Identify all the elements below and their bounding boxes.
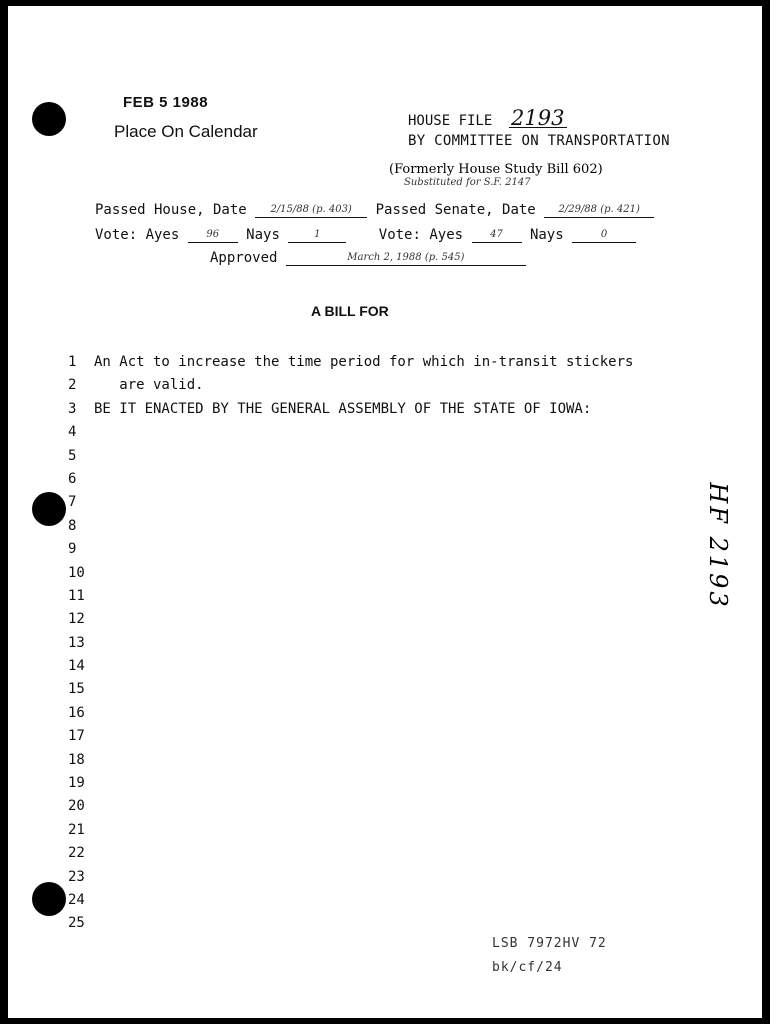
line-number: 7 xyxy=(68,494,77,511)
bill-line xyxy=(68,725,633,748)
house-file-label: HOUSE FILE xyxy=(408,113,493,129)
line-number: 22 xyxy=(68,845,85,862)
line-number: 14 xyxy=(68,658,85,675)
bill-line xyxy=(68,632,633,655)
bill-line xyxy=(68,585,633,608)
line-text: are valid. xyxy=(94,377,204,394)
line-number: 16 xyxy=(68,704,85,721)
line-number: 11 xyxy=(68,587,85,604)
house-ayes: 96 xyxy=(188,228,238,243)
bill-line xyxy=(68,749,633,772)
senate-ayes: 47 xyxy=(472,228,522,243)
senate-nays: 0 xyxy=(572,228,636,243)
bill-line xyxy=(68,374,633,397)
bill-line xyxy=(68,562,633,585)
line-number: 12 xyxy=(68,611,85,628)
line-number: 25 xyxy=(68,915,85,932)
line-number: 23 xyxy=(68,868,85,885)
line-number: 5 xyxy=(68,447,77,464)
line-number: 20 xyxy=(68,798,85,815)
punch-hole xyxy=(32,882,66,916)
line-number: 13 xyxy=(68,634,85,651)
document-page xyxy=(8,6,762,1018)
approved-row xyxy=(210,250,526,266)
house-vote-label: Vote: Ayes xyxy=(95,227,180,243)
senate-vote-label: Vote: Ayes xyxy=(378,227,464,243)
bill-line xyxy=(68,866,633,889)
line-number: 10 xyxy=(68,564,85,581)
line-number: 1 xyxy=(68,354,77,370)
line-number: 24 xyxy=(68,891,85,908)
house-nays: 1 xyxy=(288,228,346,243)
line-number: 21 xyxy=(68,821,85,838)
substituted-note: Substituted for S.F. 2147 xyxy=(404,177,531,188)
line-number: 6 xyxy=(68,470,77,487)
bill-line xyxy=(68,468,633,491)
punch-hole xyxy=(32,102,66,136)
committee-line: BY COMMITTEE ON TRANSPORTATION xyxy=(408,133,670,149)
house-nays-label: Nays xyxy=(246,227,280,243)
bill-line xyxy=(68,538,633,561)
passed-house-date: 2/15/88 (p. 403) xyxy=(255,203,367,218)
handwritten-file-number: HF 2193 xyxy=(704,482,732,610)
passed-senate-date: 2/29/88 (p. 421) xyxy=(544,203,654,218)
line-number: 8 xyxy=(68,517,77,534)
bill-line xyxy=(68,351,633,374)
bill-line xyxy=(68,702,633,725)
bill-line xyxy=(68,842,633,865)
bill-line xyxy=(68,655,633,678)
formerly-line: (Formerly House Study Bill 602) xyxy=(389,162,603,177)
bill-line xyxy=(68,819,633,842)
passage-dates-row xyxy=(95,202,654,218)
house-file-number: 2193 xyxy=(509,109,567,128)
passage-votes-row xyxy=(95,227,636,243)
lsb-code: LSB 7972HV 72 xyxy=(492,936,607,951)
senate-nays-label: Nays xyxy=(529,227,564,243)
line-number: 2 xyxy=(68,377,77,394)
bill-line xyxy=(68,912,633,935)
bill-line xyxy=(68,772,633,795)
bill-line xyxy=(68,795,633,818)
bill-line xyxy=(68,889,633,912)
bill-line xyxy=(68,678,633,701)
line-number: 3 xyxy=(68,400,77,417)
bill-line xyxy=(68,421,633,444)
line-number: 17 xyxy=(68,728,85,745)
approved-label: Approved xyxy=(210,250,278,266)
line-number: 19 xyxy=(68,775,85,792)
house-file-line xyxy=(408,106,567,130)
bill-line xyxy=(68,515,633,538)
passed-house-label: Passed House, Date xyxy=(95,202,247,218)
bill-heading: A BILL FOR xyxy=(311,303,389,319)
drafter-initials: bk/cf/24 xyxy=(492,960,563,975)
line-text: BE IT ENACTED BY THE GENERAL ASSEMBLY OF THE STATE OF IOWA: xyxy=(94,400,592,417)
line-number: 18 xyxy=(68,751,85,768)
bill-line xyxy=(68,445,633,468)
line-number: 4 xyxy=(68,424,77,441)
calendar-stamp-label: Place On Calendar xyxy=(114,122,258,141)
line-text: An Act to increase the time period for which in-transit stickers xyxy=(94,354,634,370)
bill-text-lines xyxy=(68,351,633,936)
line-number: 9 xyxy=(68,541,77,558)
passed-senate-label: Passed Senate, Date xyxy=(375,202,536,218)
punch-hole xyxy=(32,492,66,526)
handwritten-file-annotation xyxy=(690,476,746,616)
bill-line xyxy=(68,398,633,421)
line-number: 15 xyxy=(68,681,85,698)
bill-line xyxy=(68,491,633,514)
calendar-stamp-date: FEB 5 1988 xyxy=(123,94,209,111)
approved-date: March 2, 1988 (p. 545) xyxy=(286,251,526,266)
bill-line xyxy=(68,608,633,631)
